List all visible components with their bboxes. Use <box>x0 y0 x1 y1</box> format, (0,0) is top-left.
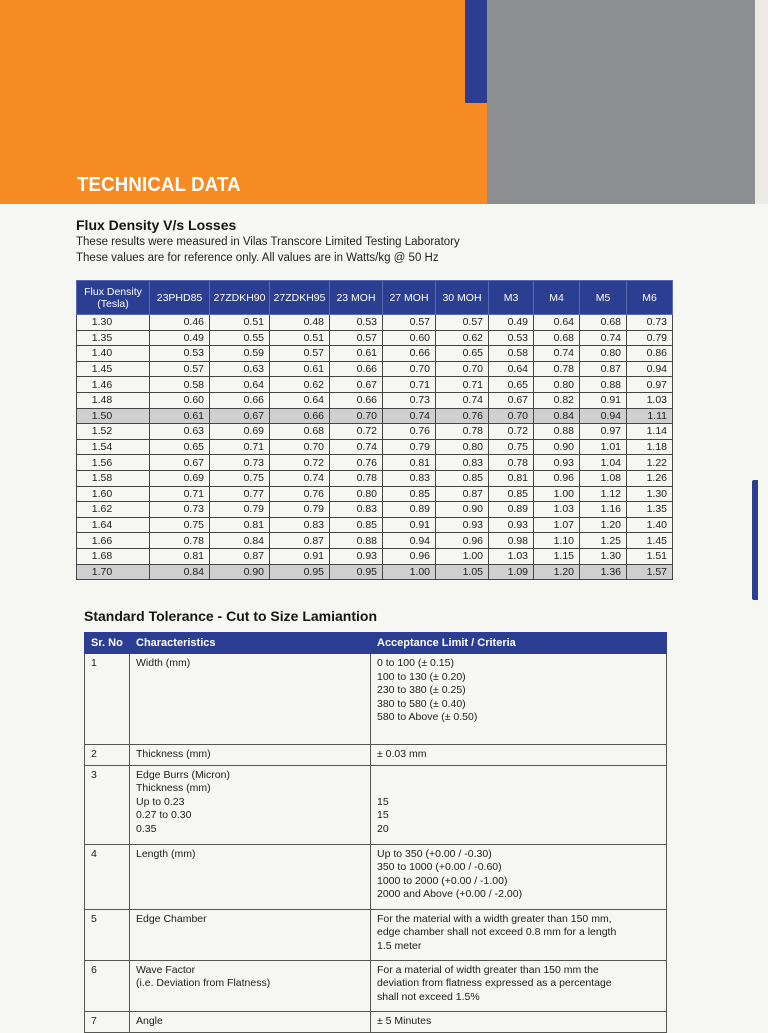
loss-value-cell: 0.64 <box>489 361 534 377</box>
page-title: TECHNICAL DATA <box>77 174 241 196</box>
flux-table-row <box>77 486 673 502</box>
loss-value-cell: 0.96 <box>534 470 580 486</box>
tolerance-header-cell: Characteristics <box>130 633 371 654</box>
loss-value-cell: 0.84 <box>150 564 210 580</box>
loss-value-cell: 0.80 <box>580 346 627 362</box>
loss-value-cell: 0.78 <box>534 361 580 377</box>
flux-section-title: Flux Density V/s Losses <box>76 217 237 233</box>
tolerance-header-cell: Acceptance Limit / Criteria <box>371 633 667 654</box>
flux-density-cell: 1.45 <box>77 361 150 377</box>
loss-value-cell: 0.53 <box>330 315 383 331</box>
tolerance-section-title: Standard Tolerance - Cut to Size Lamiantion <box>84 608 377 624</box>
criteria-line: 15 <box>377 795 389 808</box>
loss-value-cell: 0.87 <box>210 548 270 564</box>
flux-density-cell: 1.50 <box>77 408 150 424</box>
page-edge-tab <box>752 480 758 600</box>
loss-value-cell: 0.57 <box>436 315 489 331</box>
loss-value-cell: 0.84 <box>534 408 580 424</box>
loss-value-cell: 0.72 <box>270 455 330 471</box>
loss-value-cell: 0.66 <box>330 392 383 408</box>
loss-value-cell: 1.01 <box>580 439 627 455</box>
loss-value-cell: 0.62 <box>270 377 330 393</box>
characteristic-line: 0.35 <box>136 822 157 835</box>
flux-density-cell: 1.46 <box>77 377 150 393</box>
loss-value-cell: 0.87 <box>436 486 489 502</box>
loss-value-cell: 0.63 <box>210 361 270 377</box>
loss-value-cell: 0.65 <box>436 346 489 362</box>
loss-value-cell: 0.81 <box>489 470 534 486</box>
loss-value-cell: 1.08 <box>580 470 627 486</box>
loss-value-cell: 0.60 <box>383 330 436 346</box>
loss-value-cell: 0.57 <box>330 330 383 346</box>
tolerance-row <box>85 844 667 909</box>
loss-value-cell: 0.75 <box>210 470 270 486</box>
characteristic-line: Thickness (mm) <box>136 782 211 795</box>
flux-header-cell: 30 MOH <box>436 281 489 315</box>
flux-note-units: These values are for reference only. All values are in Watts/kg @ 50 Hz <box>76 252 439 264</box>
loss-value-cell: 0.77 <box>210 486 270 502</box>
flux-density-cell: 1.35 <box>77 330 150 346</box>
criteria-line <box>377 769 660 783</box>
loss-value-cell: 0.65 <box>150 439 210 455</box>
loss-value-cell: 0.85 <box>489 486 534 502</box>
criteria-line: deviation from flatness expressed as a percentage <box>377 977 612 990</box>
loss-value-cell: 1.00 <box>436 548 489 564</box>
loss-value-cell: 0.74 <box>580 330 627 346</box>
loss-value-cell: 0.64 <box>210 377 270 393</box>
flux-density-cell: 1.66 <box>77 533 150 549</box>
criteria-line <box>377 782 660 796</box>
flux-density-cell: 1.40 <box>77 346 150 362</box>
flux-note-lab: These results were measured in Vilas Transcore Limited Testing Laboratory <box>76 236 460 248</box>
loss-value-cell: 0.79 <box>383 439 436 455</box>
loss-value-cell: 0.82 <box>534 392 580 408</box>
loss-value-cell: 0.49 <box>150 330 210 346</box>
loss-value-cell: 0.71 <box>436 377 489 393</box>
loss-value-cell: 0.70 <box>436 361 489 377</box>
sr-no-cell: 5 <box>85 909 130 960</box>
loss-value-cell: 1.04 <box>580 455 627 471</box>
loss-value-cell: 1.40 <box>627 517 673 533</box>
loss-value-cell: 0.90 <box>534 439 580 455</box>
loss-value-cell: 0.81 <box>210 517 270 533</box>
loss-value-cell: 1.07 <box>534 517 580 533</box>
flux-density-cell: 1.60 <box>77 486 150 502</box>
loss-value-cell: 0.85 <box>383 486 436 502</box>
loss-value-cell: 0.69 <box>210 424 270 440</box>
loss-value-cell: 0.66 <box>383 346 436 362</box>
loss-value-cell: 1.16 <box>580 502 627 518</box>
loss-value-cell: 0.87 <box>270 533 330 549</box>
criteria-cell <box>371 654 667 745</box>
loss-value-cell: 1.09 <box>489 564 534 580</box>
loss-value-cell: 0.81 <box>150 548 210 564</box>
flux-header-cell: M4 <box>534 281 580 315</box>
loss-value-cell: 0.73 <box>210 455 270 471</box>
flux-header-cell: 23PHD85 <box>150 281 210 315</box>
loss-value-cell: 0.51 <box>270 330 330 346</box>
loss-value-cell: 0.73 <box>383 392 436 408</box>
loss-value-cell: 1.57 <box>627 564 673 580</box>
characteristic-line: Edge Burrs (Micron) <box>136 768 230 781</box>
loss-value-cell: 0.83 <box>270 517 330 533</box>
sr-no-cell: 3 <box>85 765 130 844</box>
criteria-line: 15 <box>377 809 389 822</box>
flux-table-row <box>77 533 673 549</box>
loss-value-cell: 0.69 <box>150 470 210 486</box>
loss-value-cell: 0.74 <box>330 439 383 455</box>
loss-value-cell: 0.97 <box>580 424 627 440</box>
criteria-cell <box>371 765 667 844</box>
loss-value-cell: 0.93 <box>489 517 534 533</box>
loss-value-cell: 0.61 <box>150 408 210 424</box>
loss-value-cell: 0.83 <box>330 502 383 518</box>
characteristic-cell <box>130 765 371 844</box>
criteria-line: For the material with a width greater than 150 mm, <box>377 912 612 925</box>
loss-value-cell: 0.80 <box>436 439 489 455</box>
loss-value-cell: 0.71 <box>383 377 436 393</box>
loss-value-cell: 0.93 <box>330 548 383 564</box>
tolerance-header-cell: Sr. No <box>85 633 130 654</box>
loss-value-cell: 0.68 <box>534 330 580 346</box>
flux-table-row <box>77 455 673 471</box>
loss-value-cell: 0.86 <box>627 346 673 362</box>
loss-value-cell: 0.59 <box>210 346 270 362</box>
criteria-line: shall not exceed 1.5% <box>377 990 480 1003</box>
criteria-line: edge chamber shall not exceed 0.8 mm for a length <box>377 926 617 939</box>
loss-value-cell: 0.96 <box>436 533 489 549</box>
loss-value-cell: 0.66 <box>270 408 330 424</box>
loss-value-cell: 0.73 <box>150 502 210 518</box>
characteristic-cell <box>130 654 371 745</box>
loss-value-cell: 1.00 <box>383 564 436 580</box>
loss-value-cell: 0.70 <box>330 408 383 424</box>
sr-no-cell: 1 <box>85 654 130 745</box>
loss-value-cell: 0.67 <box>210 408 270 424</box>
loss-value-cell: 0.74 <box>383 408 436 424</box>
loss-value-cell: 0.94 <box>383 533 436 549</box>
flux-header-cell: 23 MOH <box>330 281 383 315</box>
loss-value-cell: 0.74 <box>534 346 580 362</box>
flux-density-cell: 1.62 <box>77 502 150 518</box>
loss-value-cell: 0.71 <box>150 486 210 502</box>
loss-value-cell: 0.79 <box>627 330 673 346</box>
loss-value-cell: 0.68 <box>580 315 627 331</box>
flux-table-row <box>77 361 673 377</box>
loss-value-cell: 0.90 <box>210 564 270 580</box>
loss-value-cell: 0.68 <box>270 424 330 440</box>
loss-value-cell: 1.15 <box>534 548 580 564</box>
loss-value-cell: 0.76 <box>383 424 436 440</box>
characteristic-line: Thickness (mm) <box>136 748 211 760</box>
banner-orange-block <box>0 0 487 204</box>
loss-value-cell: 0.76 <box>436 408 489 424</box>
loss-value-cell: 0.84 <box>210 533 270 549</box>
loss-value-cell: 0.83 <box>436 455 489 471</box>
loss-value-cell: 0.62 <box>436 330 489 346</box>
loss-value-cell: 0.90 <box>436 502 489 518</box>
flux-density-cell: 1.68 <box>77 548 150 564</box>
loss-value-cell: 0.53 <box>489 330 534 346</box>
loss-value-cell: 1.25 <box>580 533 627 549</box>
criteria-cell <box>371 909 667 960</box>
loss-value-cell: 0.78 <box>489 455 534 471</box>
loss-value-cell: 0.91 <box>383 517 436 533</box>
flux-table-row <box>77 315 673 331</box>
flux-losses-table <box>76 280 673 580</box>
criteria-line: 20 <box>377 822 389 835</box>
loss-value-cell: 0.76 <box>330 455 383 471</box>
criteria-line: 2000 and Above (+0.00 / -2.00) <box>377 888 523 901</box>
loss-value-cell: 1.30 <box>580 548 627 564</box>
loss-value-cell: 0.85 <box>330 517 383 533</box>
flux-table-row <box>77 470 673 486</box>
flux-density-cell: 1.30 <box>77 315 150 331</box>
criteria-cell <box>371 1011 667 1032</box>
loss-value-cell: 0.49 <box>489 315 534 331</box>
loss-value-cell: 0.72 <box>330 424 383 440</box>
characteristic-cell <box>130 1011 371 1032</box>
criteria-line: ± 0.03 mm <box>377 748 427 760</box>
sr-no-cell: 4 <box>85 844 130 909</box>
flux-table-row <box>77 330 673 346</box>
loss-value-cell: 0.75 <box>150 517 210 533</box>
loss-value-cell: 0.74 <box>436 392 489 408</box>
flux-header-line: Flux Density <box>84 285 142 298</box>
loss-value-cell: 0.53 <box>150 346 210 362</box>
loss-value-cell: 1.12 <box>580 486 627 502</box>
loss-value-cell: 0.75 <box>489 439 534 455</box>
flux-header-cell: 27ZDKH90 <box>210 281 270 315</box>
loss-value-cell: 0.79 <box>270 502 330 518</box>
criteria-cell <box>371 844 667 909</box>
banner-edge <box>755 0 768 204</box>
tolerance-row <box>85 1011 667 1032</box>
loss-value-cell: 0.57 <box>150 361 210 377</box>
loss-value-cell: 1.22 <box>627 455 673 471</box>
criteria-line: 0 to 100 (± 0.15) <box>377 657 454 669</box>
criteria-line: 1000 to 2000 (+0.00 / -1.00) <box>377 874 508 887</box>
characteristic-line: 0.27 to 0.30 <box>136 809 192 822</box>
loss-value-cell: 0.78 <box>150 533 210 549</box>
loss-value-cell: 1.11 <box>627 408 673 424</box>
loss-value-cell: 0.73 <box>627 315 673 331</box>
characteristic-line: Wave Factor <box>136 963 196 976</box>
loss-value-cell: 0.85 <box>436 470 489 486</box>
loss-value-cell: 0.72 <box>489 424 534 440</box>
loss-value-cell: 0.71 <box>210 439 270 455</box>
loss-value-cell: 1.26 <box>627 470 673 486</box>
criteria-line: 1.5 meter <box>377 939 422 952</box>
loss-value-cell: 0.70 <box>383 361 436 377</box>
loss-value-cell: 0.55 <box>210 330 270 346</box>
loss-value-cell: 0.93 <box>534 455 580 471</box>
loss-value-cell: 1.30 <box>627 486 673 502</box>
loss-value-cell: 1.03 <box>489 548 534 564</box>
loss-value-cell: 0.61 <box>330 346 383 362</box>
loss-value-cell: 1.35 <box>627 502 673 518</box>
flux-table-row <box>77 548 673 564</box>
tolerance-row <box>85 960 667 1011</box>
flux-density-cell: 1.64 <box>77 517 150 533</box>
characteristic-line: Up to 0.23 <box>136 795 185 808</box>
loss-value-cell: 0.80 <box>330 486 383 502</box>
criteria-line: 580 to Above (± 0.50) <box>377 711 478 724</box>
loss-value-cell: 0.91 <box>270 548 330 564</box>
flux-table-row <box>77 564 673 580</box>
characteristic-line: Edge Chamber <box>136 912 207 925</box>
flux-header-cell: M6 <box>627 281 673 315</box>
flux-density-cell: 1.48 <box>77 392 150 408</box>
criteria-line: 230 to 380 (± 0.25) <box>377 684 466 697</box>
banner-blue-strip <box>465 0 487 103</box>
loss-value-cell: 0.76 <box>270 486 330 502</box>
loss-value-cell: 0.98 <box>489 533 534 549</box>
flux-density-cell: 1.70 <box>77 564 150 580</box>
tolerance-row <box>85 745 667 766</box>
loss-value-cell: 0.64 <box>270 392 330 408</box>
loss-value-cell: 1.18 <box>627 439 673 455</box>
loss-value-cell: 1.45 <box>627 533 673 549</box>
tolerance-table <box>84 632 667 1033</box>
loss-value-cell: 0.67 <box>150 455 210 471</box>
criteria-line: Up to 350 (+0.00 / -0.30) <box>377 847 492 860</box>
loss-value-cell: 0.93 <box>436 517 489 533</box>
loss-value-cell: 0.88 <box>534 424 580 440</box>
flux-header-cell <box>77 281 150 315</box>
tolerance-header-row <box>85 633 667 654</box>
loss-value-cell: 0.87 <box>580 361 627 377</box>
loss-value-cell: 0.63 <box>150 424 210 440</box>
loss-value-cell: 0.48 <box>270 315 330 331</box>
characteristic-cell <box>130 909 371 960</box>
loss-value-cell: 0.80 <box>534 377 580 393</box>
loss-value-cell: 0.57 <box>270 346 330 362</box>
characteristic-cell <box>130 960 371 1011</box>
tolerance-row <box>85 909 667 960</box>
banner-grey-block <box>487 0 755 204</box>
loss-value-cell: 0.70 <box>489 408 534 424</box>
flux-table-row <box>77 517 673 533</box>
flux-header-cell: 27ZDKH95 <box>270 281 330 315</box>
sr-no-cell: 7 <box>85 1011 130 1032</box>
loss-value-cell: 0.74 <box>270 470 330 486</box>
loss-value-cell: 1.03 <box>534 502 580 518</box>
flux-table-row <box>77 392 673 408</box>
loss-value-cell: 0.60 <box>150 392 210 408</box>
tolerance-row <box>85 765 667 844</box>
loss-value-cell: 0.78 <box>436 424 489 440</box>
characteristic-cell <box>130 844 371 909</box>
criteria-line: 350 to 1000 (+0.00 / -0.60) <box>377 861 502 874</box>
loss-value-cell: 0.67 <box>489 392 534 408</box>
loss-value-cell: 0.91 <box>580 392 627 408</box>
flux-header-row <box>77 281 673 315</box>
loss-value-cell: 0.89 <box>489 502 534 518</box>
loss-value-cell: 0.81 <box>383 455 436 471</box>
criteria-line: For a material of width greater than 150 mm the <box>377 963 599 976</box>
flux-table-row <box>77 439 673 455</box>
loss-value-cell: 0.58 <box>150 377 210 393</box>
flux-table-row <box>77 502 673 518</box>
flux-header-cell: 27 MOH <box>383 281 436 315</box>
loss-value-cell: 0.94 <box>580 408 627 424</box>
flux-table-row <box>77 424 673 440</box>
loss-value-cell: 1.10 <box>534 533 580 549</box>
criteria-line: 380 to 580 (± 0.40) <box>377 697 466 710</box>
flux-density-cell: 1.54 <box>77 439 150 455</box>
loss-value-cell: 0.66 <box>330 361 383 377</box>
loss-value-cell: 0.46 <box>150 315 210 331</box>
loss-value-cell: 1.36 <box>580 564 627 580</box>
flux-header-cell: M5 <box>580 281 627 315</box>
characteristic-line: Length (mm) <box>136 847 196 860</box>
loss-value-cell: 0.79 <box>210 502 270 518</box>
loss-value-cell: 0.94 <box>627 361 673 377</box>
characteristic-cell <box>130 745 371 766</box>
flux-density-cell: 1.52 <box>77 424 150 440</box>
criteria-line: ± 5 Minutes <box>377 1014 432 1027</box>
loss-value-cell: 0.83 <box>383 470 436 486</box>
sr-no-cell: 2 <box>85 745 130 766</box>
flux-table-row <box>77 408 673 424</box>
criteria-line: 100 to 130 (± 0.20) <box>377 670 466 683</box>
loss-value-cell: 0.96 <box>383 548 436 564</box>
loss-value-cell: 0.88 <box>330 533 383 549</box>
loss-value-cell: 0.95 <box>330 564 383 580</box>
loss-value-cell: 0.67 <box>330 377 383 393</box>
loss-value-cell: 0.64 <box>534 315 580 331</box>
flux-table-row <box>77 346 673 362</box>
loss-value-cell: 0.61 <box>270 361 330 377</box>
flux-density-cell: 1.58 <box>77 470 150 486</box>
flux-table-row <box>77 377 673 393</box>
loss-value-cell: 0.89 <box>383 502 436 518</box>
loss-value-cell: 0.78 <box>330 470 383 486</box>
loss-value-cell: 1.00 <box>534 486 580 502</box>
flux-header-cell: M3 <box>489 281 534 315</box>
criteria-cell <box>371 960 667 1011</box>
loss-value-cell: 0.65 <box>489 377 534 393</box>
loss-value-cell: 1.51 <box>627 548 673 564</box>
flux-header-line: (Tesla) <box>97 297 129 310</box>
loss-value-cell: 1.03 <box>627 392 673 408</box>
characteristic-line: Angle <box>136 1014 163 1027</box>
loss-value-cell: 0.58 <box>489 346 534 362</box>
loss-value-cell: 0.66 <box>210 392 270 408</box>
loss-value-cell: 0.70 <box>270 439 330 455</box>
loss-value-cell: 0.88 <box>580 377 627 393</box>
loss-value-cell: 1.05 <box>436 564 489 580</box>
loss-value-cell: 0.57 <box>383 315 436 331</box>
loss-value-cell: 1.20 <box>580 517 627 533</box>
flux-density-cell: 1.56 <box>77 455 150 471</box>
loss-value-cell: 0.95 <box>270 564 330 580</box>
loss-value-cell: 0.51 <box>210 315 270 331</box>
tolerance-row <box>85 654 667 745</box>
criteria-cell <box>371 745 667 766</box>
characteristic-line: Width (mm) <box>136 657 191 669</box>
loss-value-cell: 1.14 <box>627 424 673 440</box>
characteristic-line: (i.e. Deviation from Flatness) <box>136 977 271 990</box>
loss-value-cell: 0.97 <box>627 377 673 393</box>
loss-value-cell: 1.20 <box>534 564 580 580</box>
sr-no-cell: 6 <box>85 960 130 1011</box>
